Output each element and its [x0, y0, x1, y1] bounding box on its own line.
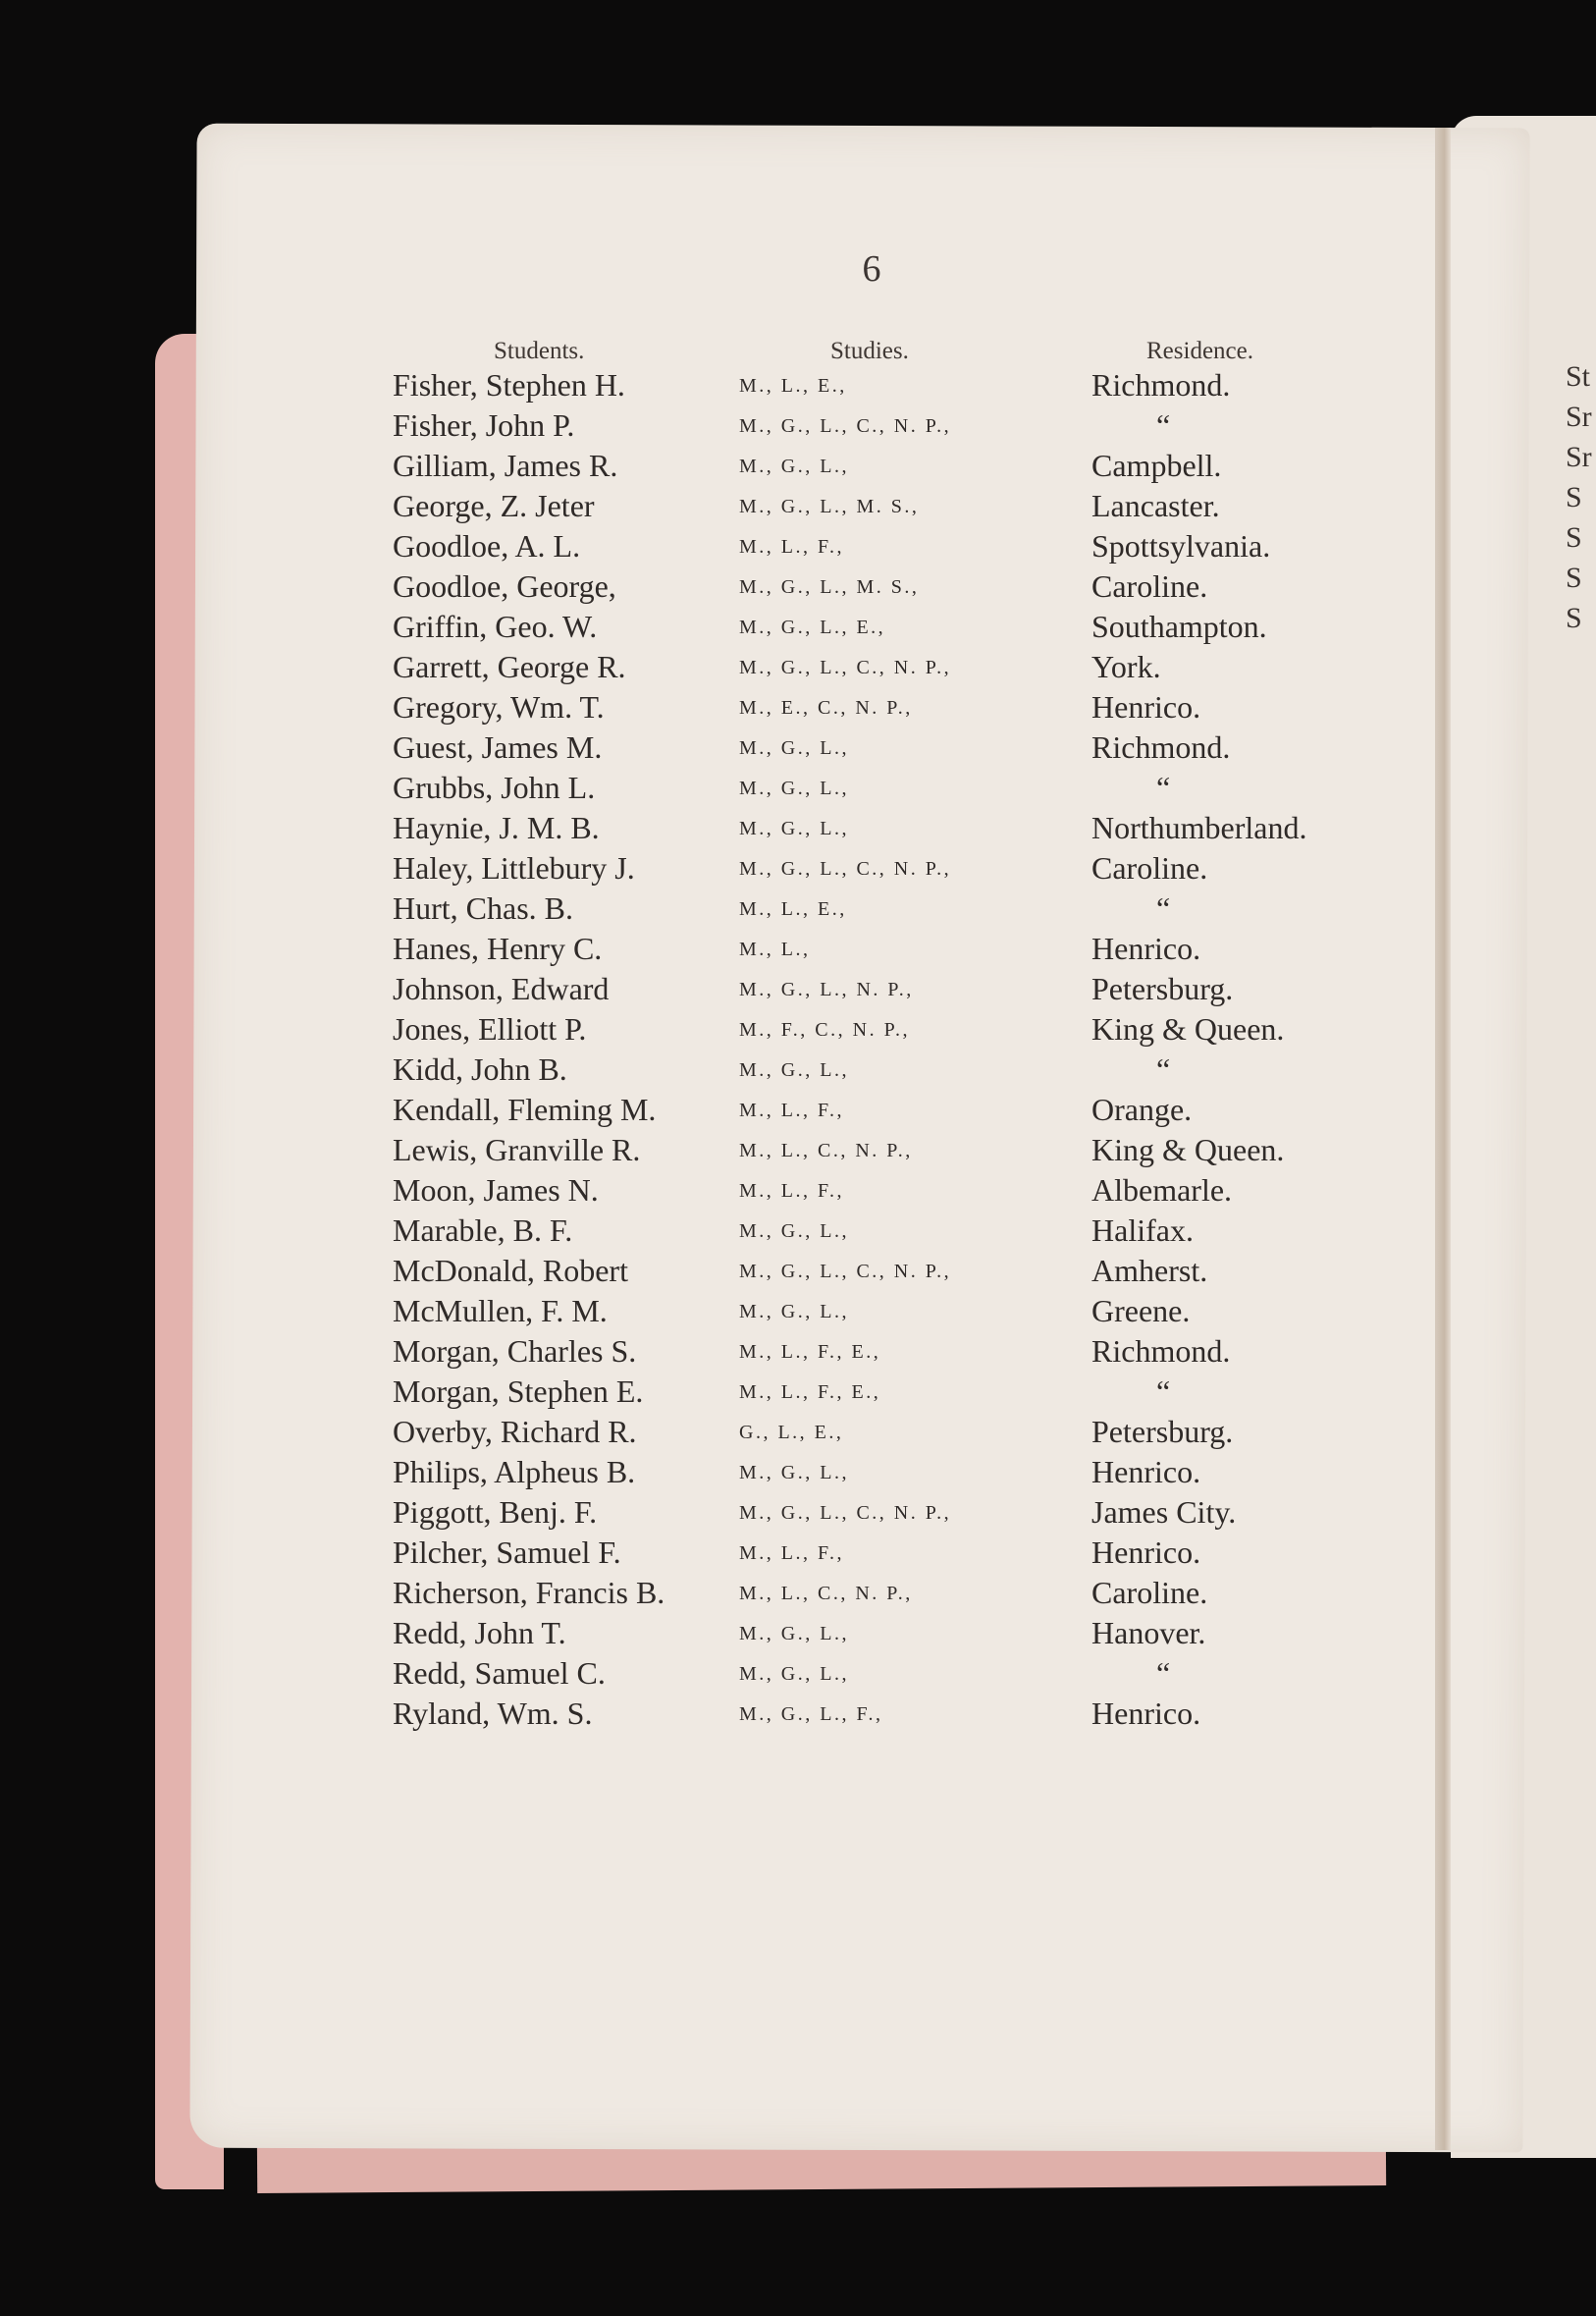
roster-row: [393, 1293, 1384, 1333]
roster-row: [393, 1051, 1384, 1092]
roster-row: [393, 1414, 1384, 1454]
studies-list: M., G., L.,: [739, 778, 849, 799]
roster-row: [393, 850, 1384, 890]
student-name: Redd, John T.: [393, 1615, 566, 1650]
student-name: Gregory, Wm. T.: [393, 689, 605, 725]
student-name: Kidd, John B.: [393, 1051, 567, 1087]
facing-page-fragment: S: [1566, 481, 1582, 513]
roster-row: [393, 609, 1384, 649]
studies-list: M., G., L., M. S.,: [739, 576, 920, 598]
studies-list: M., L., F.,: [739, 1542, 845, 1564]
studies-list: M., G., L., C., N. P.,: [739, 858, 952, 880]
roster-row: [393, 770, 1384, 810]
studies-list: M., L., C., N. P.,: [739, 1583, 913, 1604]
roster-row: [393, 1253, 1384, 1293]
studies-list: M., L., F.,: [739, 1180, 845, 1202]
student-roster: [393, 367, 1384, 1736]
residence: Greene.: [1091, 1293, 1191, 1328]
student-name: Haynie, J. M. B.: [393, 810, 600, 845]
studies-list: M., G., L., N. P.,: [739, 979, 914, 1000]
residence: “: [1156, 1655, 1171, 1691]
facing-page-fragment: S: [1566, 521, 1582, 554]
residence: Henrico.: [1091, 689, 1201, 725]
residence: “: [1156, 770, 1171, 805]
student-name: Goodloe, A. L.: [393, 528, 581, 564]
studies-list: M., L.,: [739, 939, 811, 960]
student-name: Garrett, George R.: [393, 649, 626, 684]
studies-list: M., G., L.,: [739, 1059, 849, 1081]
residence: “: [1156, 1373, 1171, 1409]
student-name: Morgan, Stephen E.: [393, 1373, 644, 1409]
student-name: Hanes, Henry C.: [393, 931, 603, 966]
residence: King & Queen.: [1091, 1011, 1285, 1047]
studies-column-header: Studies.: [830, 338, 909, 364]
roster-row: [393, 528, 1384, 568]
studies-list: M., G., L., C., N. P.,: [739, 1261, 952, 1282]
facing-page-fragment: St: [1566, 360, 1591, 393]
students-column-header: Students.: [494, 338, 585, 364]
residence: Petersburg.: [1091, 1414, 1234, 1449]
student-name: Guest, James M.: [393, 729, 603, 765]
student-name: Goodloe, George,: [393, 568, 616, 604]
residence: Spottsylvania.: [1091, 528, 1271, 564]
student-name: Hurt, Chas. B.: [393, 890, 573, 926]
residence: Petersburg.: [1091, 971, 1234, 1006]
studies-list: M., L., F., E.,: [739, 1381, 881, 1403]
studies-list: M., L., E.,: [739, 898, 847, 920]
studies-list: M., L., E.,: [739, 375, 847, 397]
facing-page-fragment: S: [1566, 602, 1582, 634]
residence: King & Queen.: [1091, 1132, 1285, 1167]
residence: Hanover.: [1091, 1615, 1206, 1650]
student-name: Fisher, Stephen H.: [393, 367, 625, 403]
residence: Orange.: [1091, 1092, 1193, 1127]
studies-list: M., L., F., E.,: [739, 1341, 881, 1363]
residence: Henrico.: [1091, 931, 1201, 966]
roster-row: [393, 1615, 1384, 1655]
studies-list: M., G., L.,: [739, 1623, 849, 1644]
student-name: McMullen, F. M.: [393, 1293, 608, 1328]
residence: Campbell.: [1091, 448, 1222, 483]
studies-list: M., G., L., F.,: [739, 1703, 883, 1725]
studies-list: M., L., C., N. P.,: [739, 1140, 913, 1161]
studies-list: M., L., F.,: [739, 1100, 845, 1121]
book-gutter: [1435, 128, 1451, 2150]
roster-row: [393, 1333, 1384, 1373]
page-number: 6: [862, 248, 881, 290]
studies-list: M., G., L., C., N. P.,: [739, 1502, 952, 1524]
residence: Northumberland.: [1091, 810, 1307, 845]
roster-row: [393, 810, 1384, 850]
roster-row: [393, 649, 1384, 689]
studies-list: M., G., L.,: [739, 737, 849, 759]
residence: York.: [1091, 649, 1161, 684]
roster-row: [393, 1132, 1384, 1172]
residence: Amherst.: [1091, 1253, 1208, 1288]
roster-row: [393, 1172, 1384, 1212]
studies-list: M., E., C., N. P.,: [739, 697, 913, 719]
residence: James City.: [1091, 1494, 1237, 1530]
student-name: Griffin, Geo. W.: [393, 609, 598, 644]
student-name: Moon, James N.: [393, 1172, 599, 1208]
studies-list: M., F., C., N. P.,: [739, 1019, 910, 1041]
roster-row: [393, 971, 1384, 1011]
roster-row: [393, 1373, 1384, 1414]
facing-page-fragment: Sr: [1566, 441, 1592, 473]
residence: Henrico.: [1091, 1696, 1201, 1731]
studies-list: M., G., L., M. S.,: [739, 496, 920, 517]
residence: Henrico.: [1091, 1535, 1201, 1570]
roster-row: [393, 448, 1384, 488]
studies-list: M., G., L., C., N. P.,: [739, 657, 952, 678]
roster-row: [393, 1212, 1384, 1253]
residence: Caroline.: [1091, 1575, 1208, 1610]
student-name: Piggott, Benj. F.: [393, 1494, 598, 1530]
residence: Richmond.: [1091, 729, 1231, 765]
facing-page-fragment: Sr: [1566, 401, 1592, 433]
student-name: Gilliam, James R.: [393, 448, 618, 483]
roster-row: [393, 1092, 1384, 1132]
student-name: Jones, Elliott P.: [393, 1011, 587, 1047]
studies-list: M., G., L.,: [739, 818, 849, 839]
student-name: Overby, Richard R.: [393, 1414, 637, 1449]
roster-row: [393, 568, 1384, 609]
roster-row: [393, 1655, 1384, 1696]
roster-row: [393, 689, 1384, 729]
residence: “: [1156, 890, 1171, 926]
roster-row: [393, 367, 1384, 407]
studies-list: M., G., L., C., N. P.,: [739, 415, 952, 437]
residence: Halifax.: [1091, 1212, 1194, 1248]
student-name: Ryland, Wm. S.: [393, 1696, 593, 1731]
student-name: Kendall, Fleming M.: [393, 1092, 657, 1127]
student-name: Philips, Alpheus B.: [393, 1454, 636, 1489]
residence: Southampton.: [1091, 609, 1267, 644]
student-name: Johnson, Edward: [393, 971, 610, 1006]
studies-list: G., L., E.,: [739, 1422, 844, 1443]
residence: Lancaster.: [1091, 488, 1220, 523]
roster-row: [393, 488, 1384, 528]
residence: Henrico.: [1091, 1454, 1201, 1489]
studies-list: M., G., L.,: [739, 1220, 849, 1242]
roster-row: [393, 1494, 1384, 1535]
residence: “: [1156, 1051, 1171, 1087]
residence: Richmond.: [1091, 367, 1231, 403]
residence: “: [1156, 407, 1171, 443]
student-name: McDonald, Robert: [393, 1253, 628, 1288]
studies-list: M., L., F.,: [739, 536, 845, 558]
student-name: Morgan, Charles S.: [393, 1333, 637, 1369]
student-name: Richerson, Francis B.: [393, 1575, 665, 1610]
roster-row: [393, 931, 1384, 971]
residence: Richmond.: [1091, 1333, 1231, 1369]
student-name: Haley, Littlebury J.: [393, 850, 635, 886]
residence-column-header: Residence.: [1146, 338, 1253, 364]
studies-list: M., G., L.,: [739, 1301, 849, 1322]
student-name: Marable, B. F.: [393, 1212, 573, 1248]
roster-row: [393, 1011, 1384, 1051]
roster-row: [393, 1575, 1384, 1615]
studies-list: M., G., L.,: [739, 456, 849, 477]
roster-row: [393, 1535, 1384, 1575]
roster-row: [393, 1454, 1384, 1494]
studies-list: M., G., L.,: [739, 1663, 849, 1685]
roster-row: [393, 729, 1384, 770]
student-name: Fisher, John P.: [393, 407, 575, 443]
student-name: Lewis, Granville R.: [393, 1132, 641, 1167]
facing-page-fragment: S: [1566, 562, 1582, 594]
student-name: Grubbs, John L.: [393, 770, 596, 805]
studies-list: M., G., L.,: [739, 1462, 849, 1483]
student-name: Pilcher, Samuel F.: [393, 1535, 621, 1570]
residence: Caroline.: [1091, 850, 1208, 886]
roster-row: [393, 407, 1384, 448]
residence: Caroline.: [1091, 568, 1208, 604]
studies-list: M., G., L., E.,: [739, 617, 886, 638]
student-name: Redd, Samuel C.: [393, 1655, 606, 1691]
roster-row: [393, 1696, 1384, 1736]
facing-page-text-fragments: [1566, 356, 1592, 638]
roster-row: [393, 890, 1384, 931]
residence: Albemarle.: [1091, 1172, 1233, 1208]
student-name: George, Z. Jeter: [393, 488, 595, 523]
